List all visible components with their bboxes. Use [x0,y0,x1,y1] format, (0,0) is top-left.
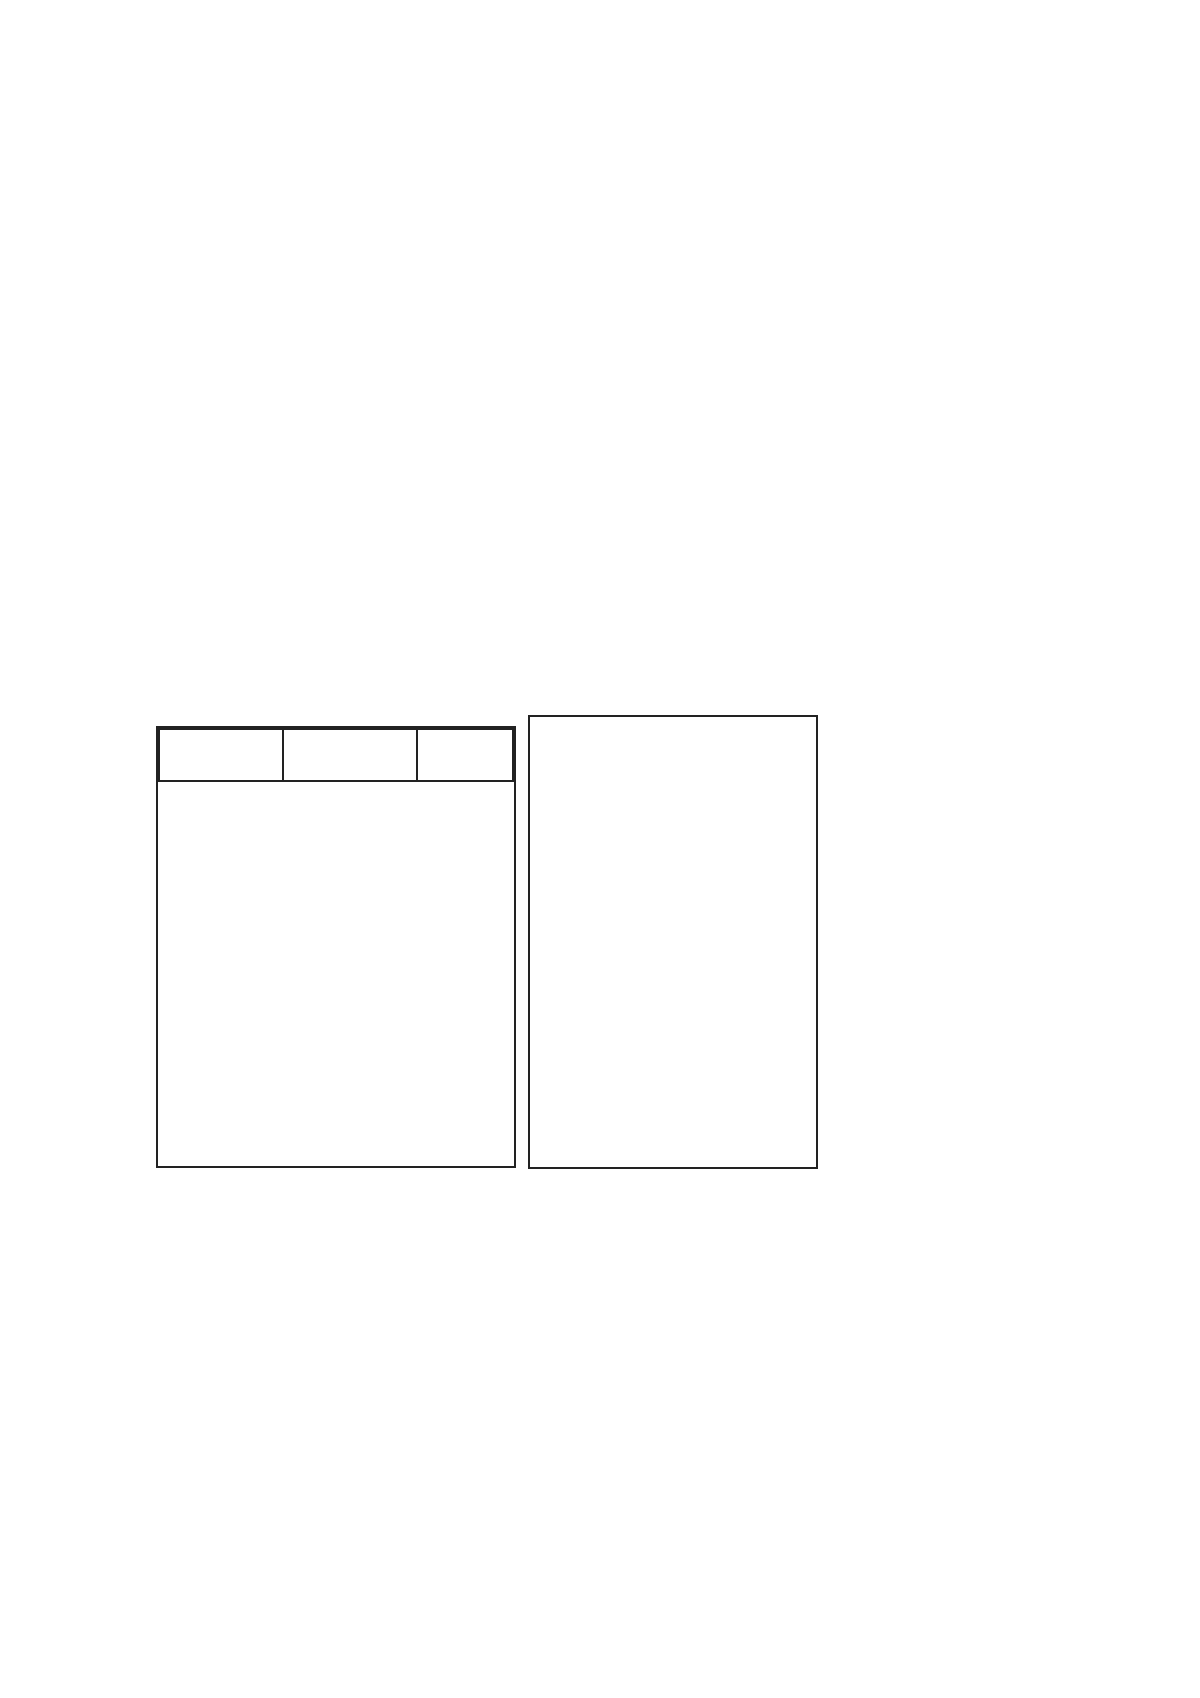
ecg-rhythms-notebook [528,715,818,1169]
ecg-components-table [156,726,516,1168]
spiral-binding-icon [796,731,830,1161]
table-header [283,729,417,781]
table-header [417,729,513,781]
table-header [159,729,283,781]
